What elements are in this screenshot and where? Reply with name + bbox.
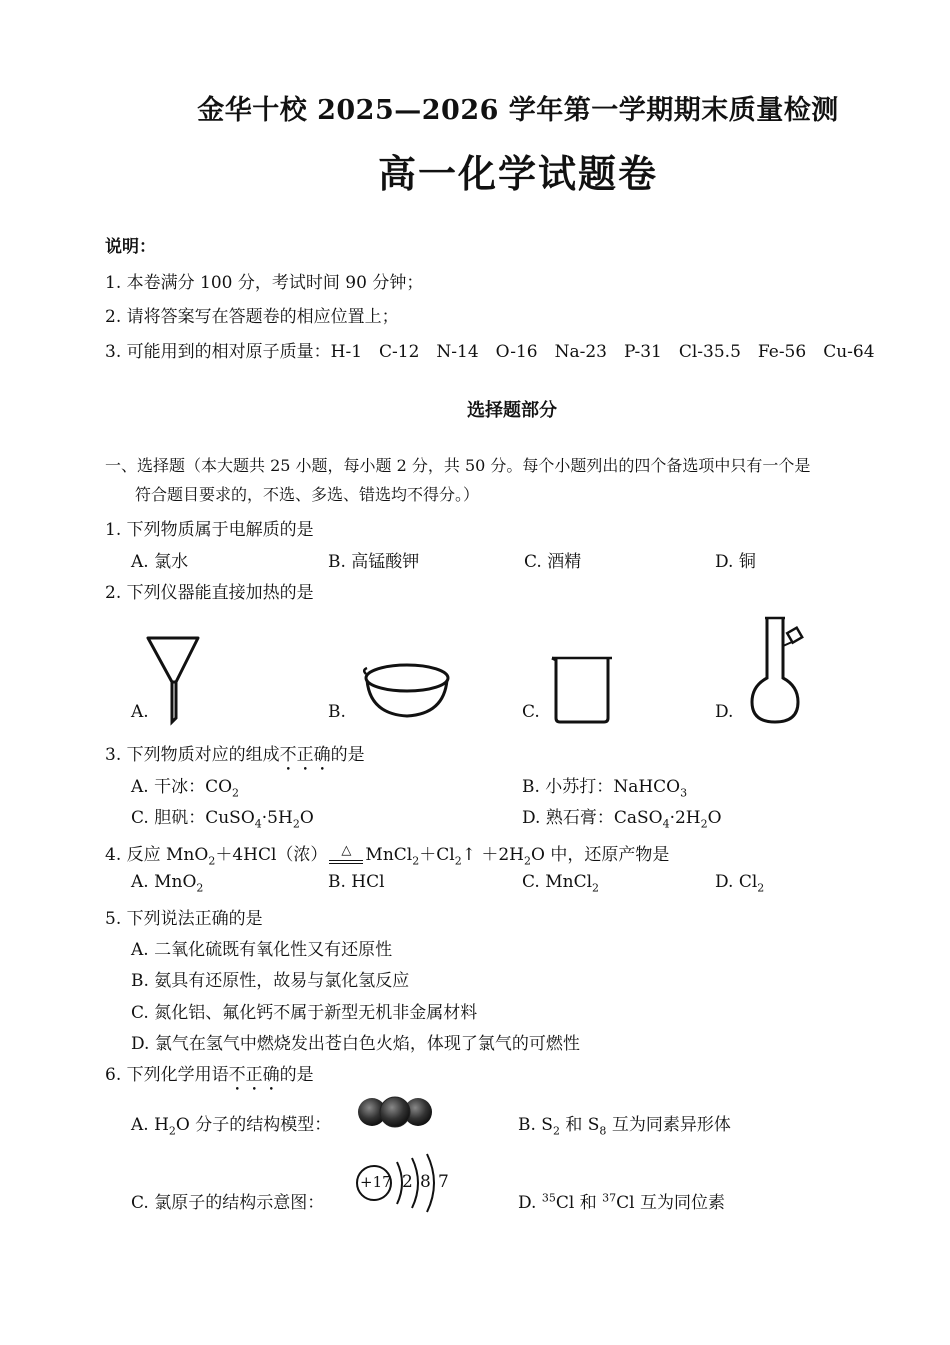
option-text: A. H xyxy=(131,1115,169,1135)
question-2-option-b: B. xyxy=(328,702,346,722)
nucleus-charge: +17 xyxy=(360,1173,392,1191)
paper-title: 高一化学试题卷 xyxy=(377,151,658,196)
funnel-icon xyxy=(140,632,210,728)
question-3-option-a xyxy=(131,772,239,799)
question-3-stem xyxy=(105,740,365,775)
subscript: 2 xyxy=(592,881,600,895)
water-molecule-model-icon xyxy=(356,1094,434,1130)
question-2-option-c: C. xyxy=(522,702,540,722)
subscript: 2 xyxy=(700,817,708,831)
equals-sign xyxy=(329,860,363,864)
question-3-stem-text: 3. 下列物质对应的组成 xyxy=(105,745,280,765)
option-text: A. MnO xyxy=(131,872,197,892)
stem-text: 6. 下列化学用语 xyxy=(105,1065,229,1085)
question-5-option-d: D. 氯气在氢气中燃烧发出苍白色火焰，体现了氯气的可燃性 xyxy=(131,1034,580,1054)
question-6-stem xyxy=(105,1060,314,1095)
formula: O xyxy=(299,808,314,828)
question-4-option-c xyxy=(522,872,599,894)
superscript: 37 xyxy=(602,1191,617,1205)
formula: NaHCO xyxy=(613,777,681,797)
note-item-3: 3. 可能用到的相对原子质量：H-1 C-12 N-14 O-16 Na-23 P-31 Cl-35.5 Fe-56 Cu-64 xyxy=(105,342,875,362)
question-5-option-b: B. 氨具有还原性，故易与氯化氢反应 xyxy=(131,971,410,991)
question-4-option-b: B. HCl xyxy=(328,872,385,892)
question-1-stem: 1. 下列物质属于电解质的是 xyxy=(105,520,314,540)
beaker-icon xyxy=(548,652,616,726)
subscript: 2 xyxy=(454,854,462,868)
subscript: 4 xyxy=(662,817,670,831)
question-4-option-d xyxy=(715,872,764,894)
question-4-option-a xyxy=(131,872,203,894)
formula: O xyxy=(707,808,722,828)
question-1-option-a: A. 氯水 xyxy=(131,552,189,572)
question-2-option-d: D. xyxy=(715,702,734,722)
exam-header-title: 金华十校 2025—2026 学年第一学期期末质量检测 xyxy=(197,95,839,126)
stem-text: MnCl xyxy=(365,845,413,865)
option-text: 和 S xyxy=(559,1115,600,1135)
note-item-1: 1. 本卷满分 100 分，考试时间 90 分钟； xyxy=(105,273,424,293)
option-text: 互为同素异形体 xyxy=(606,1115,731,1135)
heat-symbol: △ xyxy=(341,842,352,858)
stem-text: ＋4HCl（浓） xyxy=(215,845,328,865)
stem-text: 的是 xyxy=(279,1065,314,1085)
shell-1-electrons: 2 xyxy=(402,1172,413,1192)
option-text: Cl 互为同位素 xyxy=(616,1193,725,1213)
evaporating-dish-icon xyxy=(360,660,454,724)
question-5-option-a: A. 二氧化硫既有氧化性又有还原性 xyxy=(131,940,393,960)
question-5-stem: 5. 下列说法正确的是 xyxy=(105,909,263,929)
option-text: Cl 和 xyxy=(555,1193,603,1213)
subscript: 2 xyxy=(232,786,240,800)
subscript: 2 xyxy=(552,1124,560,1138)
subscript: 3 xyxy=(680,786,688,800)
question-3-option-d xyxy=(522,803,722,830)
chlorine-atom-structure-diagram xyxy=(354,1152,458,1218)
question-5-option-c: C. 氮化铝、氟化钙不属于新型无机非金属材料 xyxy=(131,1003,478,1023)
option-label: A. 干冰： xyxy=(131,777,206,797)
question-3-emphasis: 不正确 xyxy=(279,745,331,765)
subscript: 8 xyxy=(599,1124,607,1138)
instructions-line-2: 符合题目要求的，不选、多选、错选均不得分。） xyxy=(135,485,480,504)
superscript: 35 xyxy=(541,1191,556,1205)
section-title: 选择题部分 xyxy=(467,400,557,421)
subscript: 2 xyxy=(523,854,531,868)
question-1-option-b: B. 高锰酸钾 xyxy=(328,552,420,572)
option-text: B. S xyxy=(518,1115,553,1135)
option-label: C. 胆矾： xyxy=(131,808,206,828)
notes-title: 说明： xyxy=(105,237,156,257)
subscript: 2 xyxy=(208,854,216,868)
instructions-line-1: 一、选择题（本大题共 25 小题，每小题 2 分，共 50 分。每个小题列出的四个备选项中只有一个是 xyxy=(105,456,811,475)
shell-2-electrons: 8 xyxy=(420,1172,431,1192)
heat-condition xyxy=(329,842,363,866)
stem-text: O 中，还原产物是 xyxy=(530,845,670,865)
question-2-stem: 2. 下列仪器能直接加热的是 xyxy=(105,583,314,603)
question-1-option-d: D. 铜 xyxy=(715,552,756,572)
question-6-option-a xyxy=(131,1110,331,1137)
option-text: O 分子的结构模型： xyxy=(175,1115,332,1135)
subscript: 2 xyxy=(168,1124,176,1138)
note-item-2: 2. 请将答案写在答题卷的相应位置上； xyxy=(105,307,399,327)
volumetric-flask-icon xyxy=(742,608,812,728)
stem-text: ↑ ＋2H xyxy=(461,845,524,865)
formula: ·2H xyxy=(669,808,701,828)
option-text: C. MnCl xyxy=(522,872,593,892)
subscript: 2 xyxy=(412,854,420,868)
option-text: D. Cl xyxy=(715,872,758,892)
question-4-stem xyxy=(105,840,669,867)
option-text: D. xyxy=(518,1193,542,1213)
question-3-option-b xyxy=(522,772,687,799)
formula: CaSO xyxy=(613,808,663,828)
subscript: 2 xyxy=(292,817,300,831)
stem-text: 4. 反应 MnO xyxy=(105,845,209,865)
question-6-emphasis: 不正确 xyxy=(228,1065,280,1085)
subscript: 2 xyxy=(196,881,204,895)
stem-text: ＋Cl xyxy=(419,845,455,865)
option-label: D. 熟石膏： xyxy=(522,808,614,828)
question-6-option-d xyxy=(518,1188,725,1213)
question-2-option-a: A. xyxy=(131,702,149,722)
shell-3-electrons: 7 xyxy=(438,1172,449,1192)
formula: CO xyxy=(205,777,233,797)
formula: ·5H xyxy=(261,808,293,828)
question-3-option-c xyxy=(131,803,314,830)
question-1-option-c: C. 酒精 xyxy=(524,552,582,572)
question-6-option-b xyxy=(518,1110,731,1137)
subscript: 4 xyxy=(254,817,262,831)
option-label: B. 小苏打： xyxy=(522,777,614,797)
subscript: 2 xyxy=(757,881,765,895)
question-6-option-c: C. 氯原子的结构示意图： xyxy=(131,1193,325,1213)
question-3-stem-end: 的是 xyxy=(330,745,365,765)
formula: CuSO xyxy=(205,808,255,828)
